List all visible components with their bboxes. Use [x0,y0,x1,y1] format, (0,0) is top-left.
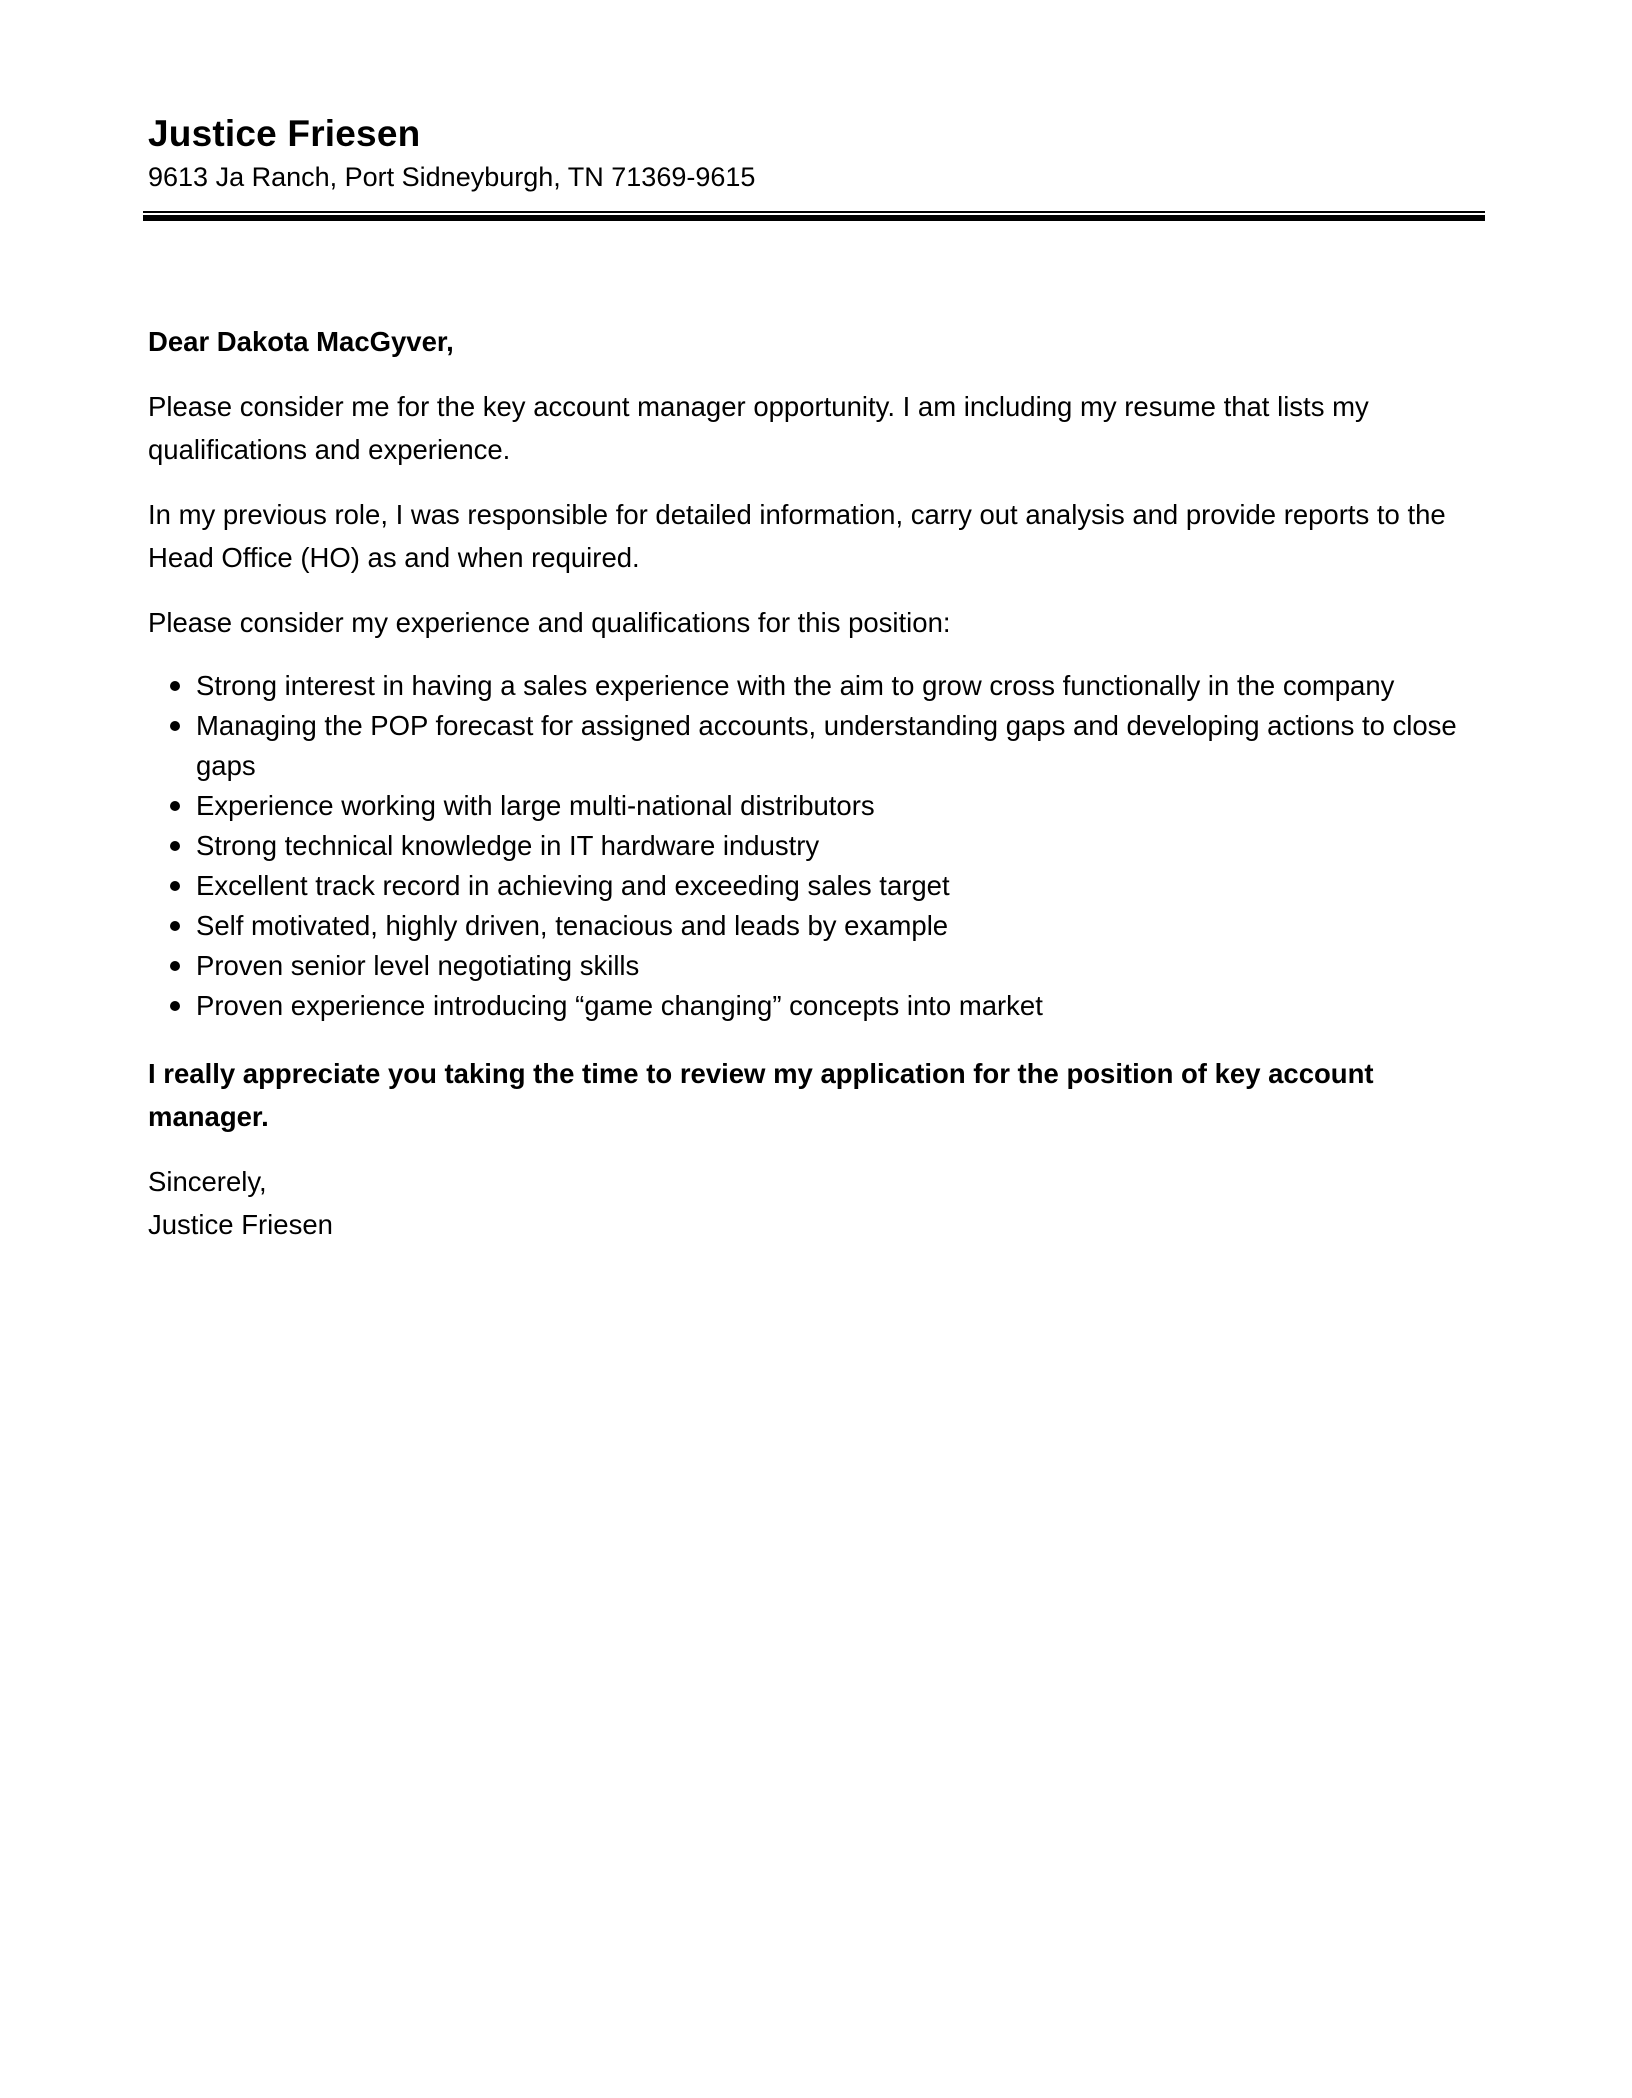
bullet-icon [170,681,180,691]
paragraph-qualifications-lead: Please consider my experience and qualifications for this position: [148,607,951,638]
paragraph-intro: Please consider me for the key account manager opportunity. I am including my resume that lists my qualifications and experience. [148,391,1369,465]
header-divider-thick [143,215,1485,221]
bullet-icon [170,841,180,851]
list-item [148,706,1493,786]
list-item [148,826,1493,866]
bullet-icon [170,881,180,891]
list-item [148,906,1493,946]
list-item-text: Self motivated, highly driven, tenacious and leads by example [196,910,949,941]
list-item-text: Experience working with large multi-national distributors [196,790,875,821]
list-item-text: Strong technical knowledge in IT hardware industry [196,830,820,861]
bullet-icon [170,921,180,931]
list-item [148,866,1493,906]
list-item [148,786,1493,826]
closing-statement: I really appreciate you taking the time to review my application for the position of key account manager. [148,1058,1374,1132]
header-divider-thin [143,211,1485,213]
bullet-icon [170,721,180,731]
letter-body [148,320,1493,1246]
signer-name: Justice Friesen [148,1209,333,1240]
qualifications-list [148,666,1493,1026]
signoff: Sincerely, [148,1166,267,1197]
list-item-text: Managing the POP forecast for assigned accounts, understanding gaps and developing actions to close gaps [196,710,1457,781]
letter-header [148,110,1488,196]
list-item-text: Proven senior level negotiating skills [196,950,640,981]
paragraph-previous-role: In my previous role, I was responsible for detailed information, carry out analysis and provide reports to the Head Office (HO) as and when required. [148,499,1446,573]
bullet-icon [170,801,180,811]
salutation: Dear Dakota MacGyver, [148,326,454,357]
bullet-icon [170,1001,180,1011]
list-item-text: Strong interest in having a sales experience with the aim to grow cross functionally in the company [196,670,1395,701]
bullet-icon [170,961,180,971]
list-item [148,986,1493,1026]
sender-name: Justice Friesen [148,113,421,154]
list-item [148,946,1493,986]
list-item [148,666,1493,706]
list-item-text: Proven experience introducing “game changing” concepts into market [196,990,1043,1021]
sender-address: 9613 Ja Ranch, Port Sidneyburgh, TN 71369-9615 [148,162,756,192]
list-item-text: Excellent track record in achieving and exceeding sales target [196,870,950,901]
